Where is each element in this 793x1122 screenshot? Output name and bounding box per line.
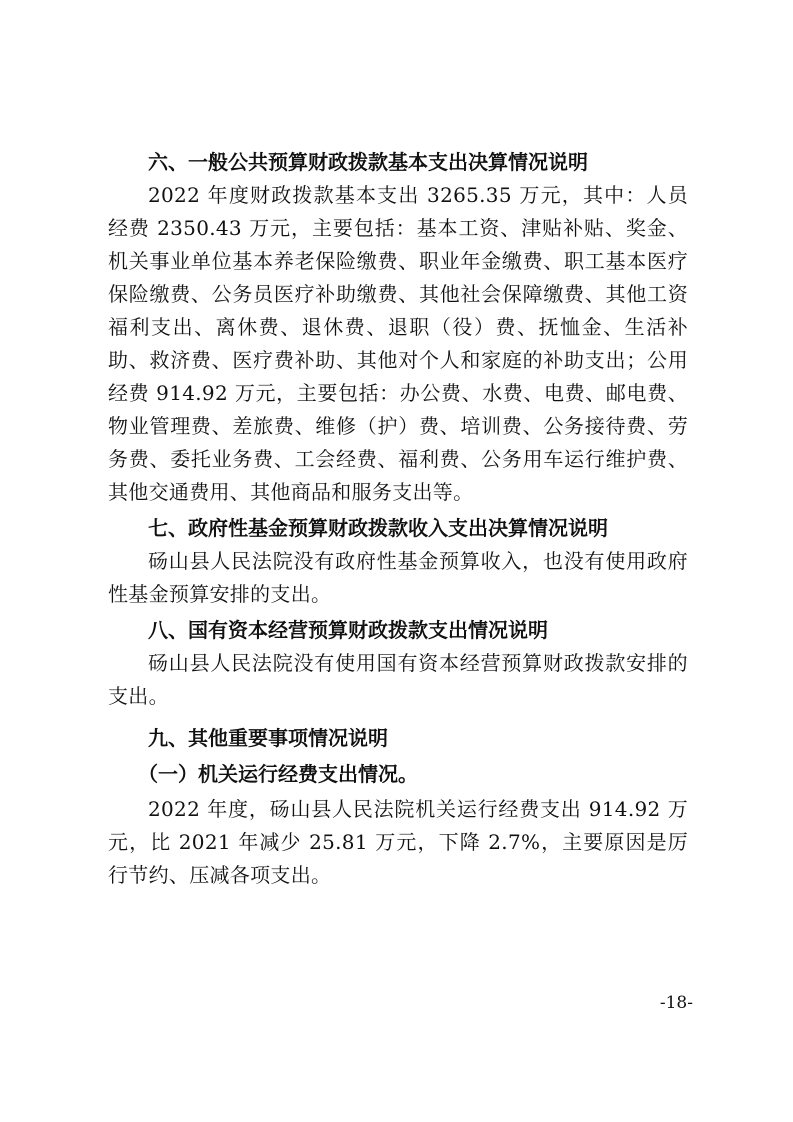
section-6-heading: 六、一般公共预算财政拨款基本支出决算情况说明 <box>148 150 588 174</box>
section-7-paragraph: 砀山县人民法院没有政府性基金预算收入，也没有使用政府性基金预算安排的支出。 <box>108 549 688 606</box>
section-9-1-heading: （一）机关运行经费支出情况。 <box>138 762 418 786</box>
section-7-heading: 七、政府性基金预算财政拨款收入支出决算情况说明 <box>148 516 608 540</box>
page-number: -18- <box>659 993 693 1013</box>
section-9-1-paragraph: 2022 年度，砀山县人民法院机关运行经费支出 914.92 万元，比 2021 年减少 25.81 万元，下降 2.7%，主要原因是厉行节约、压减各项支出。 <box>108 797 688 887</box>
section-8-paragraph: 砀山县人民法院没有使用国有资本经营预算财政拨款安排的支出。 <box>108 651 688 708</box>
section-8-heading: 八、国有资本经营预算财政拨款支出情况说明 <box>148 618 548 642</box>
section-9-heading: 九、其他重要事项情况说明 <box>148 726 388 750</box>
page-content <box>108 145 688 892</box>
section-6-paragraph: 2022 年度财政拨款基本支出 3265.35 万元，其中：人员经费 2350.43 万元，主要包括：基本工资、津贴补贴、奖金、机关事业单位基本养老保险缴费、职业年金缴费、职工基本医疗保险缴费、公务员医疗补助缴费、其他社会保障缴费、其他工资福利支出、离休费、退休费、退职（役）费、抚恤金、生活补助、救济费、医疗费补助、其他对个人和家庭的补助支出；公用经费 914.92 万元，主要包括：办公费、水费、电费、邮电费、物业管理费、差旅费、维修（护）费、培训费、公务接待费、劳务费、委托业务费、工会经费、福利费、公务用车运行维护费、其他交通费用、其他商品和服务支出等。 <box>108 183 688 504</box>
